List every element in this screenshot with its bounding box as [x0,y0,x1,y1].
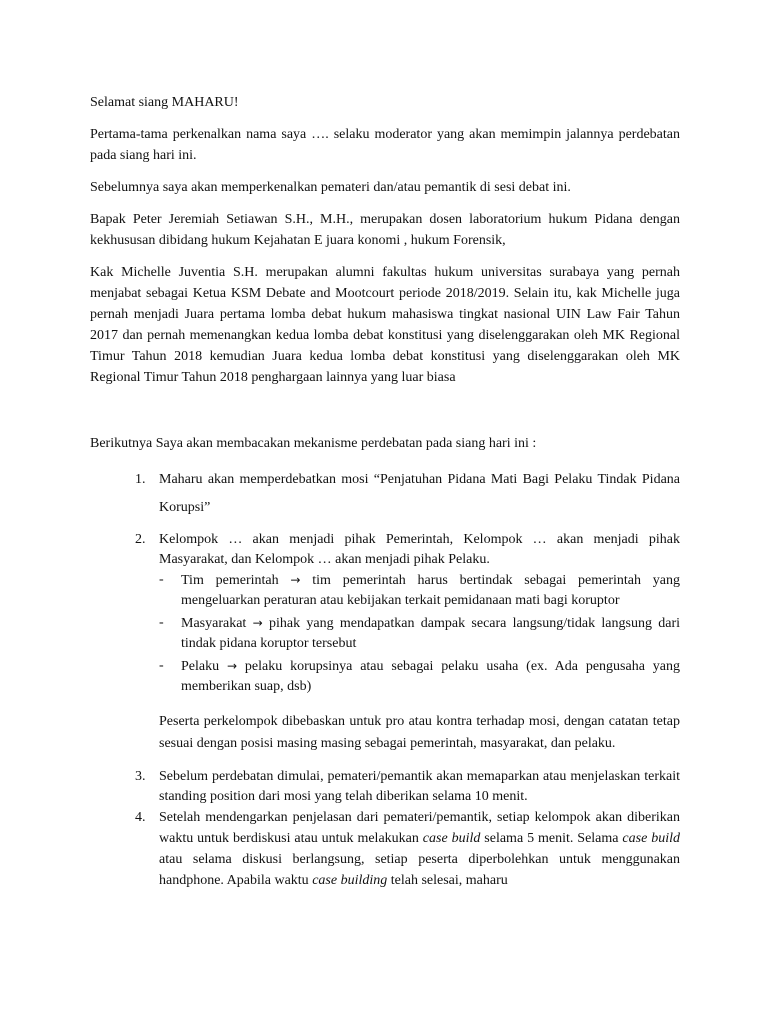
role-term: Tim pemerintah [181,573,279,588]
mechanism-item-4 [90,807,680,891]
mechanism-item-text: Sebelum perdebatan dimulai, pemateri/pemantik akan memaparkan atau menjelaskan terkait standing position dari mosi yang telah diberikan selama 10 menit. [159,769,680,804]
mechanism-item-text [159,810,680,888]
mechanism-item-text: Kelompok … akan menjadi pihak Pemerintah, Kelompok … akan menjadi pihak Masyarakat, dan Kelompok … akan menjadi pihak Pelaku. [159,532,680,567]
mechanism-item-3 [90,767,680,807]
speaker-2-bio: Kak Michelle Juventia S.H. merupakan alumni fakultas hukum universitas surabaya yang pernah menjabat sebagai Ketua KSM Debate and Mootcourt periode 2018/2019. Selain itu, kak Michelle juga pernah menjadi Juara pertama lomba debat hukum mahasiswa tingkat nasional UIN Law Fair Tahun 2017 dan pernah memenangkan kedua lomba debat konstitusi yang diselenggarakan oleh MK Regional Timur Tahun 2018 kemudian Juara kedua lomba debat konstitusi yang diselenggarakan oleh MK Regional Timur Tahun 2018 penghargaan lainnya yang luar biasa [90,265,680,385]
text-run: Setelah mendengarkan penjelasan dari pemateri/pemantik, setiap kelompok akan diberikan waktu untuk berdiskusi atau untuk melakukan [159,810,680,846]
role-list [159,570,680,697]
role-term: Masyarakat [181,616,247,631]
role-description: pelaku korupsinya atau sebagai pelaku usaha (ex. Ada pengusaha yang memberikan suap, dsb) [181,659,680,694]
greeting: Selamat siang MAHARU! [90,95,239,110]
dash-bullet: - [159,658,164,673]
speaker-1-bio: Bapak Peter Jeremiah Setiawan S.H., M.H., merupakan dosen laboratorium hukum Pidana dengan kekhususan dibidang hukum Kejahatan E juara konomi , hukum Forensik, [90,212,680,248]
right-arrow-icon: → [226,659,238,673]
role-item-pelaku [159,656,680,697]
mechanism-intro: Berikutnya Saya akan membacakan mekanisme perdebatan pada siang hari ini : [90,436,537,451]
right-arrow-icon: → [252,616,263,630]
dash-bullet: - [159,572,164,587]
position-note: Peserta perkelompok dibebaskan untuk pro atau kontra terhadap mosi, dengan catatan tetap sesuai dengan posisi masing masing sebagai pemerintah, masyarakat, dan pelaku. [159,714,680,751]
text-run: atau selama diskusi berlangsung, setiap peserta diperbolehkan untuk menggunakan handphone. Apabila waktu [159,852,680,888]
list-number: 2. [135,532,146,547]
mechanism-item-text: Maharu akan memperdebatkan mosi “Penjatuhan Pidana Mati Bagi Pelaku Tindak Pidana Korupsi” [159,472,680,515]
italic-term: case building [312,873,388,888]
dash-bullet: - [159,615,164,630]
text-run: telah selesai, maharu [387,873,508,888]
moderator-intro: Pertama-tama perkenalkan nama saya …. selaku moderator yang akan memimpin jalannya perdebatan pada siang hari ini. [90,127,680,163]
right-arrow-icon: → [290,573,301,587]
role-term: Pelaku [181,659,220,674]
role-item-masyarakat [159,613,680,654]
list-number: 3. [135,769,146,784]
italic-term: case build [422,831,481,846]
text-run: selama 5 menit. Selama [480,831,623,846]
mechanism-item-2 [90,530,680,755]
role-description: tim pemerintah harus bertindak sebagai pemerintah yang mengeluarkan peraturan atau kebijakan terkait pemidanaan mati bagi koruptor [181,573,681,608]
role-item-pemerintah [159,570,680,611]
speakers-intro: Sebelumnya saya akan memperkenalkan pemateri dan/atau pemantik di sesi debat ini. [90,180,571,195]
list-number: 4. [135,810,146,825]
role-description: pihak yang mendapatkan dampak secara langsung/tidak langsung dari tindak pidana koruptor tersebut [181,616,680,651]
italic-term: case build [622,831,680,846]
list-number: 1. [135,472,146,487]
mechanism-item-1 [90,466,680,522]
mechanism-list [90,466,680,891]
